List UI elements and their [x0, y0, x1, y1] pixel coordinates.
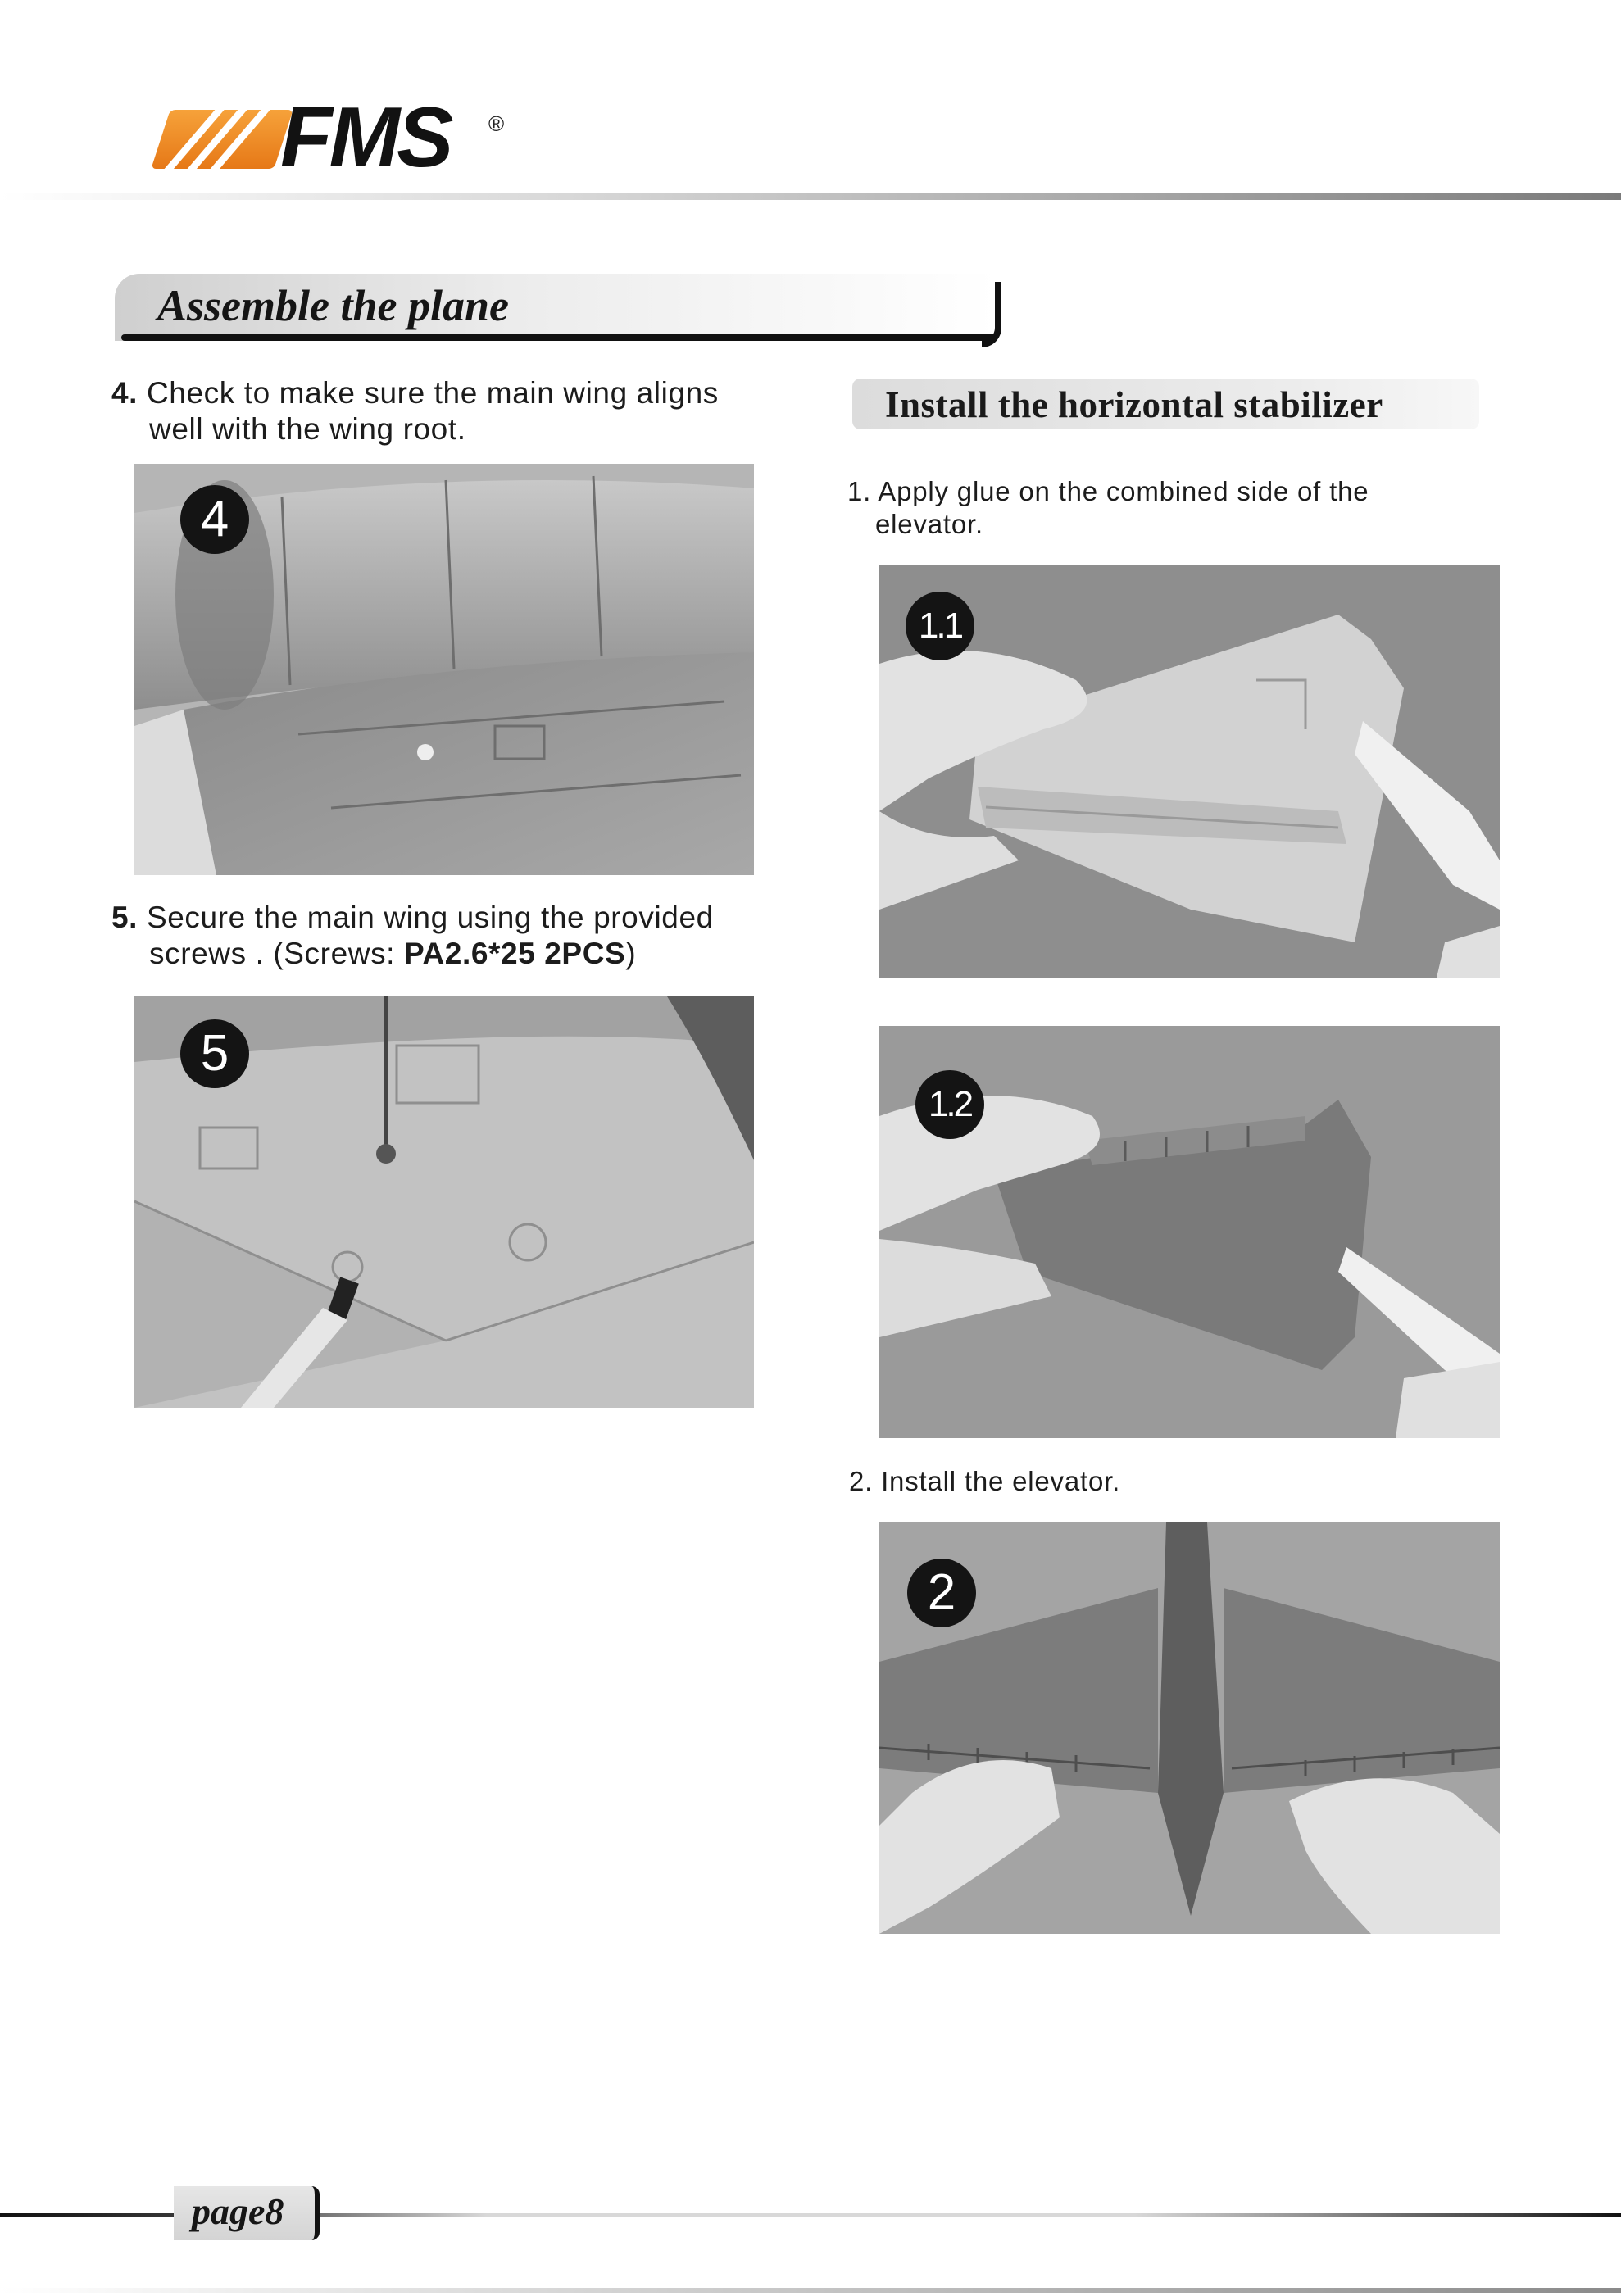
- page-number: page8: [192, 2190, 284, 2232]
- step-5-line1: Secure the main wing using the provided: [146, 901, 714, 934]
- step-5-line2: screws . (Screws: PA2.6*25 2PCS): [149, 937, 637, 970]
- step-5-number: 5.: [111, 901, 138, 934]
- step-2-badge: 2: [907, 1559, 976, 1627]
- photo-step-1-1: [879, 565, 1500, 978]
- screw-spec: PA2.6*25 2PCS: [403, 937, 626, 970]
- photo-step-1-2: [879, 1026, 1500, 1438]
- photo-step-2: [879, 1522, 1500, 1934]
- stabilizer-step-1-text: [847, 475, 1470, 541]
- stabilizer-step-1-line2: elevator.: [875, 509, 983, 539]
- stabilizer-step-2-text: [849, 1465, 1472, 1498]
- fms-logo: [161, 90, 505, 185]
- step-4-line2: well with the wing root.: [149, 412, 466, 446]
- subsection-title-bar: [852, 379, 1479, 429]
- stabilizer-step-2-line1: 2. Install the elevator.: [849, 1466, 1121, 1496]
- subsection-title: Install the horizontal stabilizer: [885, 384, 1383, 425]
- step-1-2-badge: 1.2: [915, 1070, 984, 1139]
- page-label-tab: [174, 2186, 320, 2240]
- step-5-badge: 5: [180, 1019, 249, 1088]
- section-title-bar: [115, 274, 997, 341]
- step-1-1-badge: 1.1: [906, 592, 974, 660]
- bottom-divider: [0, 2288, 1621, 2293]
- photo-step-5: [134, 996, 754, 1408]
- photo-step-4: [134, 464, 754, 875]
- fms-wing-logo-icon: [151, 110, 293, 169]
- step-4-badge: 4: [180, 485, 249, 554]
- logo-text: FMS: [280, 90, 451, 185]
- stabilizer-step-1-line1: 1. Apply glue on the combined side of the: [847, 476, 1369, 506]
- step-4-text: [111, 375, 816, 447]
- registered-mark: ®: [488, 111, 505, 136]
- header-divider: [0, 193, 1621, 200]
- step-4-line1: Check to make sure the main wing aligns: [146, 376, 719, 410]
- step-4-number: 4.: [111, 376, 138, 410]
- section-title: Assemble the plane: [157, 281, 509, 330]
- step-5-text: [111, 900, 816, 972]
